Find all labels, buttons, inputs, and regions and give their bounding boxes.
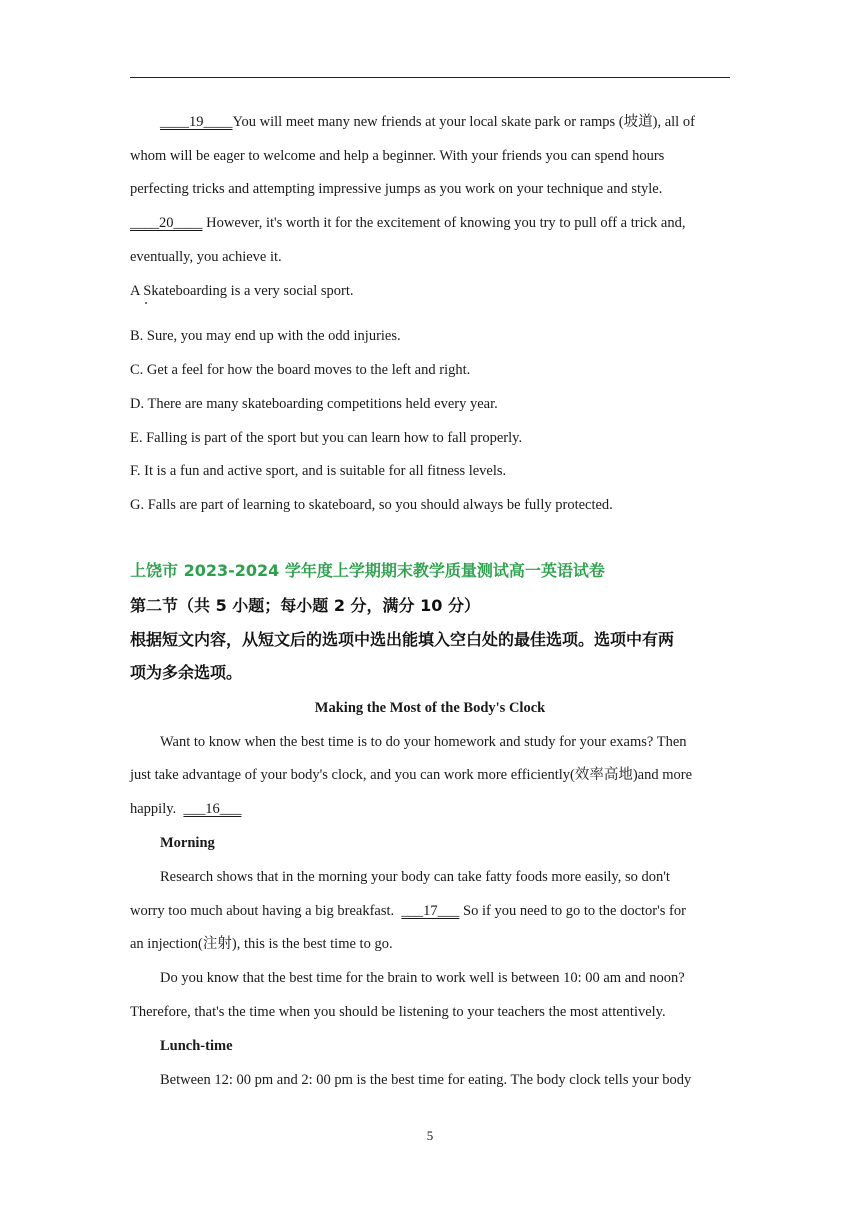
section-source: 上饶市 2023-2024 学年度上学期期末教学质量测试高一英语试卷 [130,561,605,580]
stray-dot [145,302,147,304]
passage2-p4-line-1: Between 12: 00 pm and 2: 00 pm is the best time for eating. The body clock tells your body [160,1072,692,1088]
option-f: F. It is a fun and active sport, and is suitable for all fitness levels. [130,463,507,479]
passage1-line-1-text: You will meet many new friends at your local skate park or ramps (坡道), all of [232,114,695,130]
passage2-p2-line-2b-text: So if you need to go to the doctor's for [459,903,686,919]
passage2-p2-line-2-text: worry too much about having a big breakfast. [130,903,395,919]
passage1-line-4-text: However, it's worth it for the excitement of knowing you try to pull off a trick and, [202,215,686,231]
option-d: D. There are many skateboarding competitions held every year. [130,396,498,412]
header-rule [130,77,730,78]
passage2-p2-line-3: an injection(注射), this is the best time to go. [130,936,393,952]
passage2-p1-line-3-text: happily. [130,801,177,817]
passage2-p1-line-1: Want to know when the best time is to do your homework and study for your exams? Then [160,734,687,750]
passage2-p1-line-3 [130,799,740,819]
section-instruction-1: 根据短文内容，从短文后的选项中选出能填入空白处的最佳选项。选项中有两 [130,630,675,649]
passage2-p2-line-2 [130,901,740,921]
option-c: C. Get a feel for how the board moves to the left and right. [130,362,471,378]
passage2-p1-line-2: just take advantage of your body's clock, and you can work more efficiently(效率高地)and more [130,767,693,783]
heading-morning: Morning [160,835,215,851]
passage1-line-5: eventually, you achieve it. [130,249,282,265]
section-instruction-2: 项为多余选项。 [130,663,243,682]
blank-20: ____20____ [130,215,203,231]
blank-19: ____19____ [160,114,233,130]
passage2-p3-line-2: Therefore, that's the time when you should be listening to your teachers the most attentively. [130,1004,666,1020]
blank-17: ___17___ [401,903,460,919]
option-g: G. Falls are part of learning to skateboard, so you should always be fully protected. [130,497,613,513]
passage1-line-4 [130,213,740,233]
option-a: A Skateboarding is a very social sport. [130,283,354,299]
passage2-p3-line-1: Do you know that the best time for the brain to work well is between 10: 00 am and noon? [160,970,685,986]
passage1-line-3: perfecting tricks and attempting impressive jumps as you work on your technique and style. [130,181,663,197]
passage2-title: Making the Most of the Body's Clock [314,700,546,716]
heading-lunch-time: Lunch-time [160,1038,233,1054]
option-e: E. Falling is part of the sport but you can learn how to fall properly. [130,430,523,446]
section-part: 第二节（共 5 小题；每小题 2 分，满分 10 分） [130,596,480,615]
passage1-line-2: whom will be eager to welcome and help a beginner. With your friends you can spend hours [130,148,665,164]
option-b: B. Sure, you may end up with the odd injuries. [130,328,401,344]
passage1-line-1 [160,112,770,132]
page-number: 5 [426,1128,434,1143]
blank-16: ___16___ [183,801,242,817]
passage2-p2-line-1: Research shows that in the morning your body can take fatty foods more easily, so don't [160,869,670,885]
